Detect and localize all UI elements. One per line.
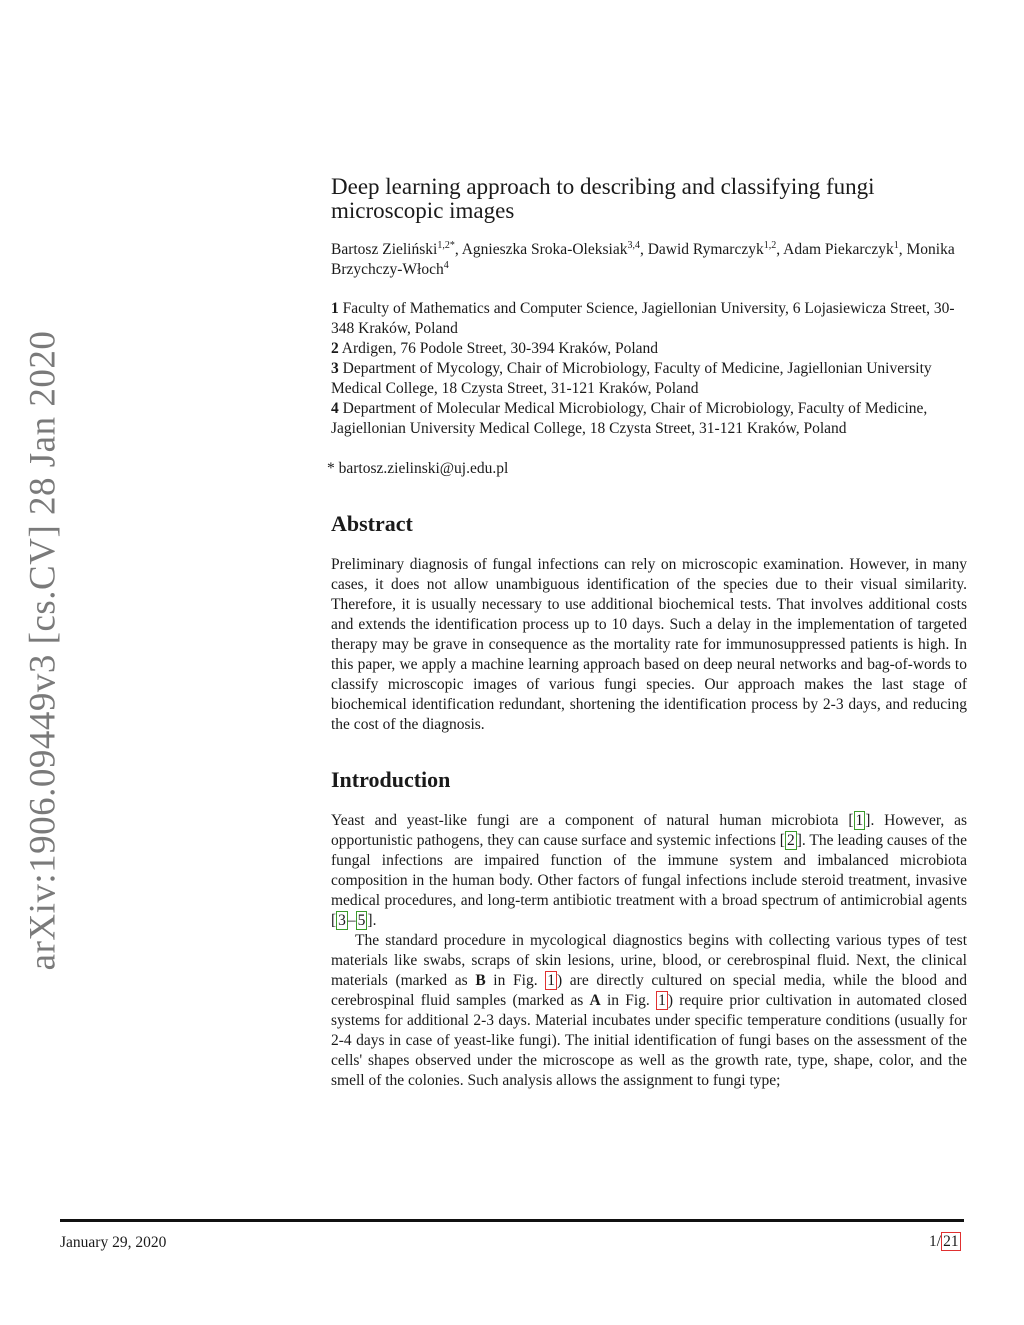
text-run: . However, as opportunistic pathogens, they can cause surface and systemic infections bbox=[331, 812, 967, 849]
affiliations bbox=[331, 299, 967, 439]
paper-title: Deep learning approach to describing and classifying fungi microscopic images bbox=[331, 174, 875, 223]
text-run: ) require prior cultivation in automated closed systems for additional 2-3 days. Material incubates under specific temperature conditions (usually for 2-4 days in case of yeast-like fungi). The initial identification of fungi bases on the assessment of the cells' shapes observed under the microscope as well as the growth rate, type, shape, color, and the smell of the colonies. Such analysis allows the assignment to fungi type; bbox=[331, 992, 967, 1089]
author-name: Bartosz Zieliński bbox=[331, 241, 438, 258]
figure-link[interactable]: 1 bbox=[658, 992, 666, 1009]
text-run: The standard procedure in mycological diagnostics begins with collecting various types of test materials like swabs, scraps of skin lesions, urine, blood, or cerebrospinal fluid. Next, the clinical materials (marked as bbox=[331, 932, 967, 989]
introduction-heading: Introduction bbox=[331, 767, 451, 792]
citation-link[interactable]: 1 bbox=[855, 812, 864, 829]
bold-label: A bbox=[589, 992, 601, 1009]
total-pages-link[interactable]: 21 bbox=[943, 1233, 959, 1250]
author-affil-sup: 3,4 bbox=[627, 239, 640, 251]
author-affil-sup: 1,2 bbox=[763, 239, 777, 251]
author-affil-sup: 4 bbox=[443, 259, 449, 271]
affiliation-text: Faculty of Mathematics and Computer Science, Jagiellonian University, 6 Lojasiewicza Street, 30-348 Kraków, Poland bbox=[331, 300, 955, 337]
text-run: in Fig. bbox=[485, 972, 546, 989]
citation-link[interactable]: 3 bbox=[338, 912, 346, 929]
affiliation-number: 3 bbox=[331, 360, 339, 377]
affiliation-item bbox=[331, 299, 967, 339]
citation-link[interactable]: 2 bbox=[786, 832, 795, 849]
affiliation-item bbox=[331, 359, 967, 399]
bold-label: B bbox=[475, 972, 486, 989]
affiliation-number: 1 bbox=[331, 300, 339, 317]
paper-body bbox=[327, 174, 968, 1091]
affiliation-number: 2 bbox=[331, 340, 339, 357]
author-affil-sup: 1 bbox=[893, 239, 899, 251]
affiliation-item bbox=[331, 339, 967, 359]
page-number bbox=[929, 1233, 961, 1251]
abstract-heading: Abstract bbox=[331, 511, 413, 536]
abstract-text: Preliminary diagnosis of fungal infections can rely on microscopic examination. However, in many cases, it does not allow unambiguous identification of the species due to their visual similarity. Therefore, it is usually necessary to use additional biochemical tests. That involves additional costs and extends the identification process up to 10 days. Such a delay in the implementation of targeted therapy may be grave in consequence as the mortality rate for immunosuppressed patients is high. In this paper, we apply a machine learning approach based on deep neural networks and bag-of-words to classify microscopic images of various fungi species. Our approach makes the last stage of biochemical identification redundant, shortening the identification process by 2-3 days, and reducing the cost of the diagnosis. bbox=[331, 556, 967, 733]
arxiv-sidebar-stamp bbox=[20, 330, 66, 970]
page-separator: / bbox=[936, 1233, 942, 1250]
author-name: Adam Piekarczyk bbox=[783, 241, 894, 258]
footer-rule bbox=[60, 1219, 964, 1222]
affiliation-text: Department of Molecular Medical Microbiology, Chair of Microbiology, Faculty of Medicine, Jagiellonian University Medical College, 18 Czysta Street, 31-121 Kraków, Poland bbox=[331, 400, 928, 437]
author-list: Bartosz Zieliński$^{1,2*}$, Agnieszka Sroka-Oleksiak$^{3,4}$, Dawid Rymarczyk$^{1,2}$, Adam Piekarczyk$^1$, Monika Brzychczy-Włoch$^4$ bbox=[331, 239, 955, 278]
affiliation-text: Ardigen, 76 Podole Street, 30-394 Kraków, Poland bbox=[341, 340, 659, 357]
author-affil-sup: 1,2* bbox=[437, 239, 455, 251]
citation-link[interactable]: 5 bbox=[357, 912, 366, 929]
affiliation-text: Department of Mycology, Chair of Microbiology, Faculty of Medicine, Jagiellonian University Medical College, 18 Czysta Street, 31-121 Kraków, Poland bbox=[331, 360, 932, 397]
corresponding-email: * bartosz.zielinski@uj.edu.pl bbox=[327, 460, 509, 477]
current-page: 1 bbox=[929, 1233, 937, 1250]
affiliation-number: 4 bbox=[331, 400, 339, 417]
author-name: Agnieszka Sroka-Oleksiak bbox=[461, 241, 628, 258]
text-run: ) are directly cultured on special media, while the blood and cerebrospinal fluid samples (marked as bbox=[331, 972, 968, 1009]
affiliation-item bbox=[331, 399, 967, 439]
text-run: – bbox=[347, 912, 356, 929]
footer-date: January 29, 2020 bbox=[60, 1234, 167, 1251]
arxiv-identifier: arXiv:1906.09449v3 [cs.CV] 28 Jan 2020 bbox=[22, 330, 64, 970]
text-run: . bbox=[372, 912, 377, 929]
text-run: Yeast and yeast-like fungi are a component of natural human microbiota bbox=[331, 812, 849, 829]
figure-link[interactable]: 1 bbox=[547, 972, 555, 989]
intro-paragraph-2 bbox=[331, 931, 967, 1091]
text-run: in Fig. bbox=[600, 992, 657, 1009]
intro-paragraph-1: Yeast and yeast-like fungi are a component of natural human microbiota [ 1 ]. However, as opportunistic pathogens, they can cause surface and systemic infections [ 2 ]. The leading causes of the fungal infections are impaired function of the immune system and imbalanced microbiota composition in the human body. Other factors of fungal infections include steroid treatment, invasive medical procedures, and long-term antibiotic treatment with a broad spectrum of antimicrobial agents [ 3 – 5 ]. bbox=[331, 812, 967, 929]
text-run: . The leading causes of the fungal infections are impaired function of the immune system and imbalanced microbiota composition in the human body. Other factors of fungal infections include steroid treatment, invasive medical procedures, and long-term antibiotic treatment with a broad spectrum of antimicrobial agents bbox=[331, 832, 967, 909]
author-name: Dawid Rymarczyk bbox=[647, 241, 764, 258]
author-name: Monika Brzychczy-Włoch bbox=[331, 241, 955, 278]
